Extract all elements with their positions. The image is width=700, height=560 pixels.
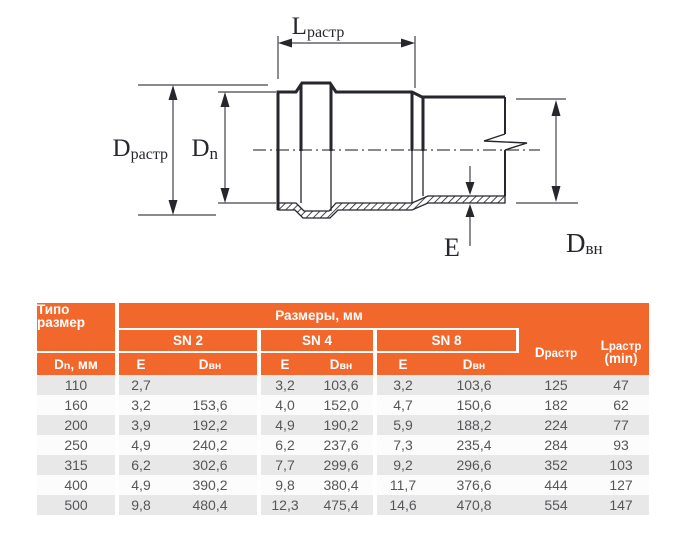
cell-sn8-dvn: 296,6 — [429, 455, 519, 475]
header-sn2-dvn: Dвн — [163, 353, 257, 375]
dim-dvn — [552, 100, 603, 258]
cell-sn4-e: 12,3 — [261, 495, 309, 515]
cell-sn8-dvn: 150,6 — [429, 395, 519, 415]
d-rastr-label: Dрастр — [112, 135, 168, 163]
cell-l-rastr: 47 — [593, 375, 649, 395]
header-dn: Dn, мм — [37, 353, 115, 375]
cell-d-rastr: 554 — [519, 495, 593, 515]
cell-dn: 160 — [37, 395, 115, 415]
cell-sn4-e: 6,2 — [261, 435, 309, 455]
cell-sn2-dvn: 390,2 — [163, 475, 257, 495]
cell-d-rastr: 224 — [519, 415, 593, 435]
cell-sn8-dvn: 103,6 — [429, 375, 519, 395]
pipe-break-symbol — [484, 97, 527, 196]
cell-d-rastr: 125 — [519, 375, 593, 395]
cell-sn2-e: 3,9 — [119, 415, 163, 435]
cell-sn2-dvn: 192,2 — [163, 415, 257, 435]
dvn-label: Dвн — [566, 228, 603, 258]
cell-sn4-dvn: 380,4 — [309, 475, 373, 495]
cell-sn2-dvn — [163, 375, 257, 395]
cell-dn: 250 — [37, 435, 115, 455]
cell-sn2-e: 2,7 — [119, 375, 163, 395]
cell-sn4-e: 7,7 — [261, 455, 309, 475]
e-label: E — [444, 233, 460, 262]
header-sn4: SN 4 — [261, 330, 373, 353]
cell-sn8-e: 5,9 — [377, 415, 429, 435]
cell-sn8-dvn: 235,4 — [429, 435, 519, 455]
cell-sn8-e: 11,7 — [377, 475, 429, 495]
table-row — [37, 435, 649, 455]
cell-sn4-dvn: 237,6 — [309, 435, 373, 455]
cell-l-rastr: 93 — [593, 435, 649, 455]
cell-sn4-dvn: 299,6 — [309, 455, 373, 475]
cell-d-rastr: 444 — [519, 475, 593, 495]
cell-sn8-dvn: 376,6 — [429, 475, 519, 495]
cell-sn2-dvn: 302,6 — [163, 455, 257, 475]
cell-dn: 500 — [37, 495, 115, 515]
cell-sn4-e: 9,8 — [261, 475, 309, 495]
l-rastr-label: Lрастр — [291, 13, 345, 41]
cell-sn2-e: 3,2 — [119, 395, 163, 415]
cell-sn8-dvn: 470,8 — [429, 495, 519, 515]
cell-d-rastr: 284 — [519, 435, 593, 455]
cell-l-rastr: 127 — [593, 475, 649, 495]
table-row — [37, 495, 649, 515]
header-type-size: Типо размер — [37, 303, 115, 353]
cell-d-rastr: 182 — [519, 395, 593, 415]
cell-sn2-dvn: 480,4 — [163, 495, 257, 515]
gasket-groove-walls — [301, 84, 331, 211]
socket-mouth-edges — [412, 93, 423, 203]
dim-e — [444, 166, 474, 262]
header-sn2-e: E — [119, 353, 163, 375]
cell-sn4-dvn: 152,0 — [309, 395, 373, 415]
header-sizes-title: Размеры, мм — [119, 303, 519, 330]
cell-dn: 200 — [37, 415, 115, 435]
cell-sn4-dvn: 190,2 — [309, 415, 373, 435]
cell-sn2-e: 6,2 — [119, 455, 163, 475]
cell-sn4-e: 3,2 — [261, 375, 309, 395]
cell-sn4-e: 4,0 — [261, 395, 309, 415]
dim-dn — [191, 92, 229, 203]
cell-sn8-e: 3,2 — [377, 375, 429, 395]
header-l-rastr: Lрастр (min) — [593, 330, 649, 375]
cell-sn2-e: 9,8 — [119, 495, 163, 515]
cell-sn8-e: 9,2 — [377, 455, 429, 475]
cell-l-rastr: 77 — [593, 415, 649, 435]
cell-sn8-e: 14,6 — [377, 495, 429, 515]
table-row — [37, 395, 649, 415]
header-sn8-dvn: Dвн — [429, 353, 519, 375]
cell-sn8-e: 4,7 — [377, 395, 429, 415]
size-table — [37, 303, 649, 515]
cell-sn4-dvn: 103,6 — [309, 375, 373, 395]
dn-label: Dn — [191, 135, 218, 163]
table-row — [37, 475, 649, 495]
header-sn8: SN 8 — [377, 330, 519, 353]
cell-d-rastr: 352 — [519, 455, 593, 475]
cell-dn: 400 — [37, 475, 115, 495]
extension-lines — [138, 36, 578, 215]
cell-l-rastr: 147 — [593, 495, 649, 515]
table-row — [37, 455, 649, 475]
header-sn2: SN 2 — [119, 330, 257, 353]
dim-d-rastr — [113, 85, 178, 215]
cell-l-rastr: 62 — [593, 395, 649, 415]
cell-sn2-e: 4,9 — [119, 475, 163, 495]
cell-l-rastr: 103 — [593, 455, 649, 475]
header-d-rastr: Dрастр — [519, 330, 593, 375]
table-row — [37, 415, 649, 435]
cell-dn: 315 — [37, 455, 115, 475]
header-sn4-dvn: Dвн — [309, 353, 373, 375]
header-sn4-e: E — [261, 353, 309, 375]
dim-l-rastr — [278, 13, 415, 48]
cell-sn4-e: 4,9 — [261, 415, 309, 435]
cell-sn4-dvn: 475,4 — [309, 495, 373, 515]
cell-sn2-dvn: 153,6 — [163, 395, 257, 415]
cell-sn2-dvn: 240,2 — [163, 435, 257, 455]
header-sn8-e: E — [377, 353, 429, 375]
header-filler — [519, 303, 649, 330]
table-row — [37, 375, 649, 395]
cell-sn8-dvn: 188,2 — [429, 415, 519, 435]
cell-sn2-e: 4,9 — [119, 435, 163, 455]
cell-dn: 110 — [37, 375, 115, 395]
cell-sn8-e: 7,3 — [377, 435, 429, 455]
